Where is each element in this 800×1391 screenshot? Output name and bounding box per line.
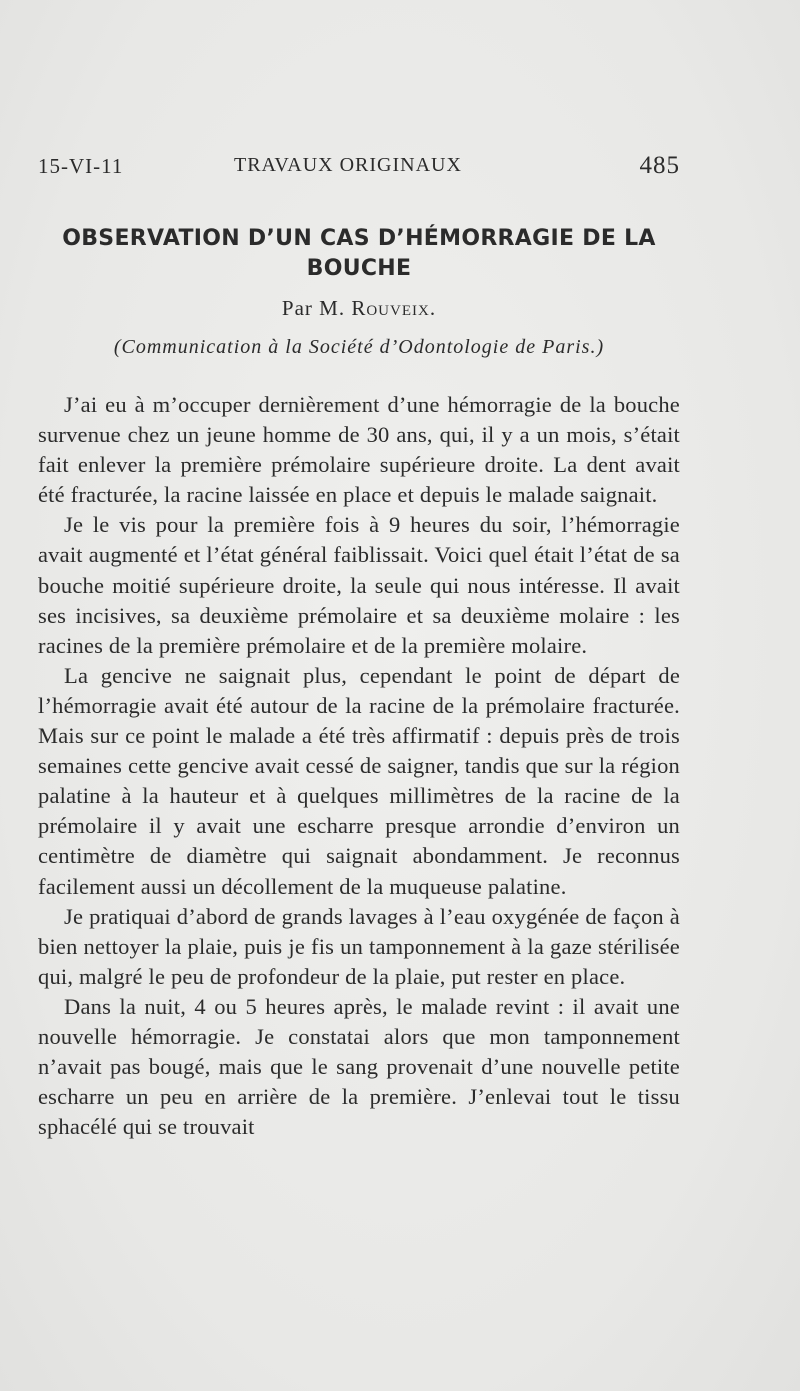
article-title: OBSERVATION D’UN CAS D’HÉMORRAGIE DE LA BOUCHE — [62, 226, 656, 281]
paragraph: Dans la nuit, 4 ou 5 heures après, le malade revint : il avait une nouvelle hémorragie. Je constatai alors que mon tamponnement n’avait pas bougé, mais que le sang provenait d’une nouvelle petite escharre un peu en arrière de la première. J’enlevai tout le tissu sphacélé qui se trouvait — [38, 993, 680, 1140]
communication-note: (Communication à la Société d’Odontologie de Paris.) — [113, 336, 605, 358]
byline-prefix: Par M. — [281, 296, 346, 320]
issue-date: 15-VI-11 — [38, 154, 124, 178]
section-title: TRAVAUX ORIGINAUX — [234, 154, 462, 176]
byline — [38, 296, 680, 321]
page-number: 485 — [639, 152, 680, 179]
author-name: Rouveix. — [351, 296, 437, 320]
running-head — [38, 150, 680, 180]
paragraph: J’ai eu à m’occuper dernièrement d’une hémorragie de la bouche survenue chez un jeune homme de 30 ans, qui, il y a un mois, s’était fait enlever la première prémolaire supérieure droite. La dent avait été fracturée, la racine laissée en place et depuis le malade saignait. — [38, 392, 680, 508]
paragraph: La gencive ne saignait plus, cependant le point de départ de l’hémorragie avait été autour de la racine de la prémolaire fracturée. Mais sur ce point le malade a été très affirmatif : depuis près de trois semaines cette gencive avait cessé de saigner, tandis que sur la région palatine à la hauteur et à quelques millimètres de la racine de la prémolaire il y avait une escharre presque arrondie d’environ un centimètre de diamètre qui saignait abondamment. Je reconnus facilement aussi un décollement de la muqueuse palatine. — [38, 662, 680, 899]
paragraph: Je le vis pour la première fois à 9 heures du soir, l’hémorragie avait augmenté et l’état général faiblissait. Voici quel était l’état de sa bouche moitié supérieure droite, la seule qui nous intéresse. Il avait ses incisives, sa deuxième prémolaire et sa deuxième molaire : les racines de la première prémolaire et de la première molaire. — [38, 512, 680, 658]
article-body — [38, 390, 680, 1142]
paragraph: Je pratiquai d’abord de grands lavages à l’eau oxygénée de façon à bien nettoyer la plaie, puis je fis un tamponnement à la gaze stérilisée qui, malgré le peu de profondeur de la plaie, put rester en place. — [38, 903, 680, 989]
